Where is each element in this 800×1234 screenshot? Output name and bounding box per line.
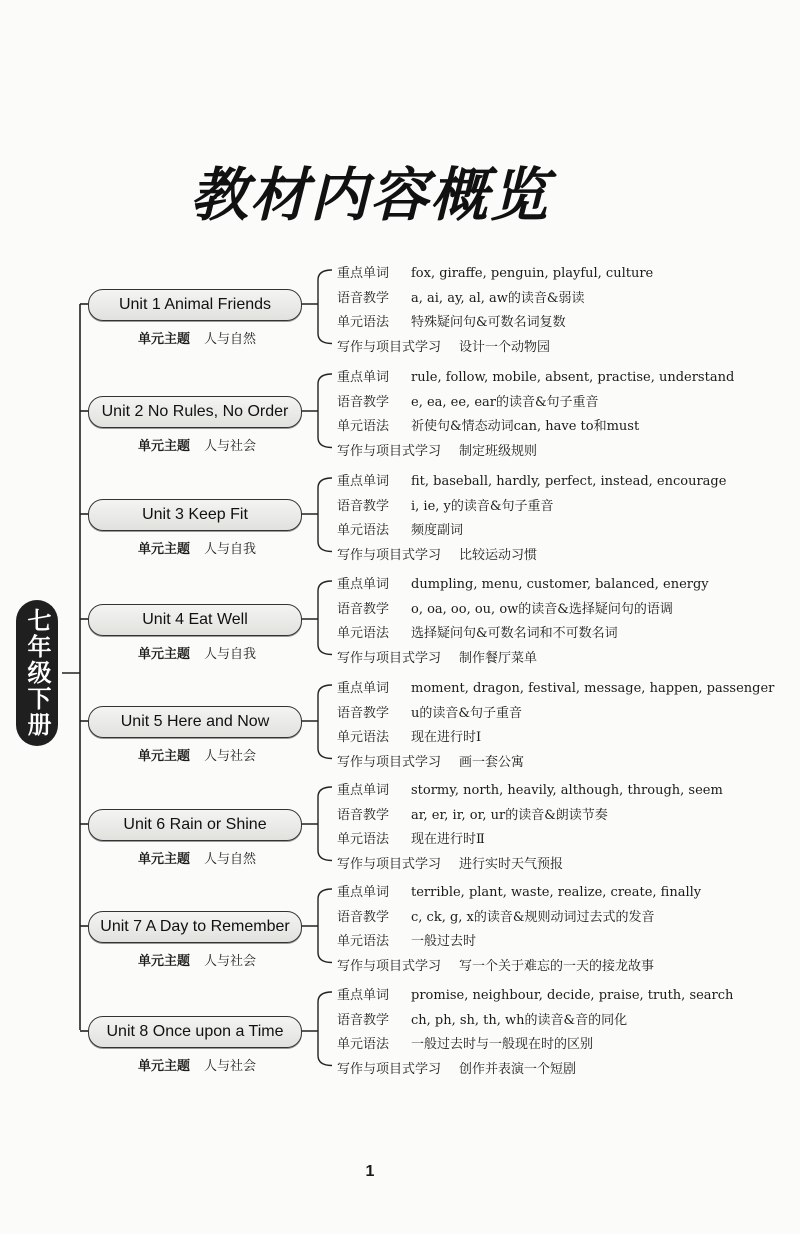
project-label: 写作与项目式学习 — [337, 754, 442, 770]
phonics-label: 语音教学 — [337, 909, 390, 925]
unit-phonics-row — [337, 598, 673, 617]
phonics-label: 语音教学 — [337, 807, 390, 823]
unit-project-row — [337, 544, 537, 563]
vocab-value: fit, baseball, hardly, perfect, instead, encourage — [411, 474, 727, 489]
unit-vocab-row — [337, 881, 701, 900]
project-value: 制定班级规则 — [459, 443, 538, 459]
unit-grammar-row — [337, 930, 476, 949]
grammar-value: 现在进行时Ⅰ — [411, 730, 482, 745]
unit-theme — [138, 328, 256, 347]
grammar-value: 选择疑问句&可数名词和不可数名词 — [411, 626, 618, 641]
vocab-label: 重点单词 — [337, 681, 390, 696]
project-value: 画一套公寓 — [459, 754, 525, 770]
unit-phonics-row — [337, 287, 584, 306]
unit-vocab-row — [337, 573, 709, 592]
project-value: 写一个关于难忘的一天的接龙故事 — [459, 958, 655, 974]
project-label: 写作与项目式学习 — [337, 856, 442, 872]
unit-title-pill: Unit 2 No Rules, No Order — [88, 396, 302, 428]
phonics-value: o, oa, oo, ou, ow的读音&选择疑问句的语调 — [411, 601, 673, 617]
unit-theme — [138, 1055, 256, 1074]
vocab-value: dumpling, menu, customer, balanced, energy — [411, 577, 709, 592]
vocab-label: 重点单词 — [337, 885, 390, 900]
branch-bracket — [318, 992, 332, 1066]
branch-bracket — [318, 581, 332, 655]
trunk-line — [62, 304, 80, 1030]
unit-project-row — [337, 955, 654, 974]
theme-label: 单元主题 — [138, 647, 191, 662]
project-label: 写作与项目式学习 — [337, 547, 442, 563]
branch-bracket — [318, 270, 332, 344]
project-value: 创作并表演一个短剧 — [459, 1061, 577, 1077]
unit-title-pill: Unit 5 Here and Now — [88, 706, 302, 738]
project-value: 比较运动习惯 — [459, 547, 538, 563]
unit-vocab-row — [337, 366, 734, 385]
unit-title-pill: Unit 6 Rain or Shine — [88, 809, 302, 841]
phonics-value: c, ck, g, x的读音&规则动词过去式的发音 — [411, 909, 655, 925]
vocab-value: fox, giraffe, penguin, playful, culture — [411, 266, 654, 281]
unit-vocab-row — [337, 262, 653, 281]
theme-value: 人与自我 — [204, 542, 257, 557]
unit-project-row — [337, 751, 524, 770]
project-label: 写作与项目式学习 — [337, 339, 442, 355]
grammar-label: 单元语法 — [337, 1037, 390, 1052]
phonics-value: i, ie, y的读音&句子重音 — [411, 498, 554, 514]
phonics-label: 语音教学 — [337, 1012, 390, 1028]
theme-label: 单元主题 — [138, 542, 191, 557]
grammar-label: 单元语法 — [337, 832, 390, 847]
theme-label: 单元主题 — [138, 332, 191, 347]
unit-title-pill: Unit 7 A Day to Remember — [88, 911, 302, 943]
project-value: 设计一个动物园 — [459, 339, 551, 355]
vocab-label: 重点单词 — [337, 370, 390, 385]
phonics-label: 语音教学 — [337, 601, 390, 617]
theme-label: 单元主题 — [138, 1059, 191, 1074]
phonics-value: ch, ph, sh, th, wh的读音&音的同化 — [411, 1012, 628, 1028]
grammar-label: 单元语法 — [337, 626, 390, 641]
branch-bracket — [318, 685, 332, 759]
theme-value: 人与自然 — [204, 852, 257, 867]
theme-value: 人与自然 — [204, 332, 257, 347]
unit-title-pill: Unit 1 Animal Friends — [88, 289, 302, 321]
unit-vocab-row — [337, 779, 723, 798]
phonics-value: a, ai, ay, al, aw的读音&弱读 — [411, 290, 585, 306]
unit-project-row — [337, 1058, 576, 1077]
unit-theme — [138, 538, 256, 557]
grammar-label: 单元语法 — [337, 730, 390, 745]
unit-theme — [138, 848, 256, 867]
phonics-value: u的读音&句子重音 — [411, 705, 522, 721]
phonics-value: ar, er, ir, or, ur的读音&朗读节奏 — [411, 807, 608, 823]
theme-value: 人与社会 — [204, 749, 257, 764]
unit-phonics-row — [337, 1009, 627, 1028]
unit-grammar-row — [337, 311, 566, 330]
unit-project-row — [337, 853, 563, 872]
grammar-label: 单元语法 — [337, 315, 390, 330]
unit-phonics-row — [337, 391, 599, 410]
grammar-value: 祈使句&情态动词can, have to和must — [411, 419, 640, 434]
vocab-label: 重点单词 — [337, 577, 390, 592]
branch-bracket — [318, 374, 332, 448]
project-label: 写作与项目式学习 — [337, 1061, 442, 1077]
unit-grammar-row — [337, 1033, 593, 1052]
grammar-value: 一般过去时 — [411, 934, 477, 949]
branch-bracket — [318, 478, 332, 552]
unit-project-row — [337, 647, 537, 666]
phonics-label: 语音教学 — [337, 498, 390, 514]
theme-value: 人与社会 — [204, 439, 257, 454]
vocab-label: 重点单词 — [337, 783, 390, 798]
phonics-label: 语音教学 — [337, 705, 390, 721]
theme-value: 人与社会 — [204, 954, 257, 969]
unit-grammar-row — [337, 622, 618, 641]
unit-grammar-row — [337, 726, 481, 745]
grammar-value: 现在进行时Ⅱ — [411, 832, 485, 847]
project-label: 写作与项目式学习 — [337, 443, 442, 459]
phonics-label: 语音教学 — [337, 290, 390, 306]
unit-phonics-row — [337, 702, 522, 721]
grammar-label: 单元语法 — [337, 934, 390, 949]
vocab-label: 重点单词 — [337, 988, 390, 1003]
theme-value: 人与自我 — [204, 647, 257, 662]
unit-title-pill: Unit 3 Keep Fit — [88, 499, 302, 531]
vocab-value: rule, follow, mobile, absent, practise, understand — [411, 370, 735, 385]
project-value: 进行实时天气预报 — [459, 856, 564, 872]
unit-vocab-row — [337, 470, 726, 489]
vocab-label: 重点单词 — [337, 474, 390, 489]
grammar-label: 单元语法 — [337, 419, 390, 434]
unit-grammar-row — [337, 415, 639, 434]
vocab-value: promise, neighbour, decide, praise, truth, search — [411, 988, 734, 1003]
unit-vocab-row — [337, 984, 733, 1003]
theme-value: 人与社会 — [204, 1059, 257, 1074]
project-value: 制作餐厅菜单 — [459, 650, 538, 666]
vocab-value: terrible, plant, waste, realize, create, finally — [411, 885, 702, 900]
grammar-value: 频度副词 — [411, 523, 464, 538]
phonics-label: 语音教学 — [337, 394, 390, 410]
theme-label: 单元主题 — [138, 749, 191, 764]
unit-theme — [138, 950, 256, 969]
phonics-value: e, ea, ee, ear的读音&句子重音 — [411, 394, 599, 410]
page-number: 1 — [365, 1163, 375, 1180]
grade-tab: 七年级下册 — [16, 600, 58, 746]
unit-grammar-row — [337, 519, 463, 538]
branch-bracket — [318, 889, 332, 963]
unit-phonics-row — [337, 804, 608, 823]
project-label: 写作与项目式学习 — [337, 958, 442, 974]
page-title: 教材内容概览 — [189, 161, 550, 229]
unit-phonics-row — [337, 495, 553, 514]
grammar-label: 单元语法 — [337, 523, 390, 538]
grammar-value: 一般过去时与一般现在时的区别 — [411, 1037, 594, 1052]
unit-project-row — [337, 440, 537, 459]
unit-grammar-row — [337, 828, 485, 847]
unit-project-row — [337, 336, 550, 355]
vocab-label: 重点单词 — [337, 266, 390, 281]
project-label: 写作与项目式学习 — [337, 650, 442, 666]
unit-vocab-row — [337, 677, 774, 696]
branch-bracket — [318, 787, 332, 861]
unit-theme — [138, 745, 256, 764]
vocab-value: stormy, north, heavily, although, through, seem — [411, 783, 723, 798]
theme-label: 单元主题 — [138, 954, 191, 969]
vocab-value: moment, dragon, festival, message, happen, passenger — [411, 681, 775, 696]
unit-title-pill: Unit 4 Eat Well — [88, 604, 302, 636]
unit-phonics-row — [337, 906, 654, 925]
unit-theme — [138, 435, 256, 454]
theme-label: 单元主题 — [138, 439, 191, 454]
unit-title-pill: Unit 8 Once upon a Time — [88, 1016, 302, 1048]
grammar-value: 特殊疑问句&可数名词复数 — [411, 315, 566, 330]
theme-label: 单元主题 — [138, 852, 191, 867]
unit-theme — [138, 643, 256, 662]
